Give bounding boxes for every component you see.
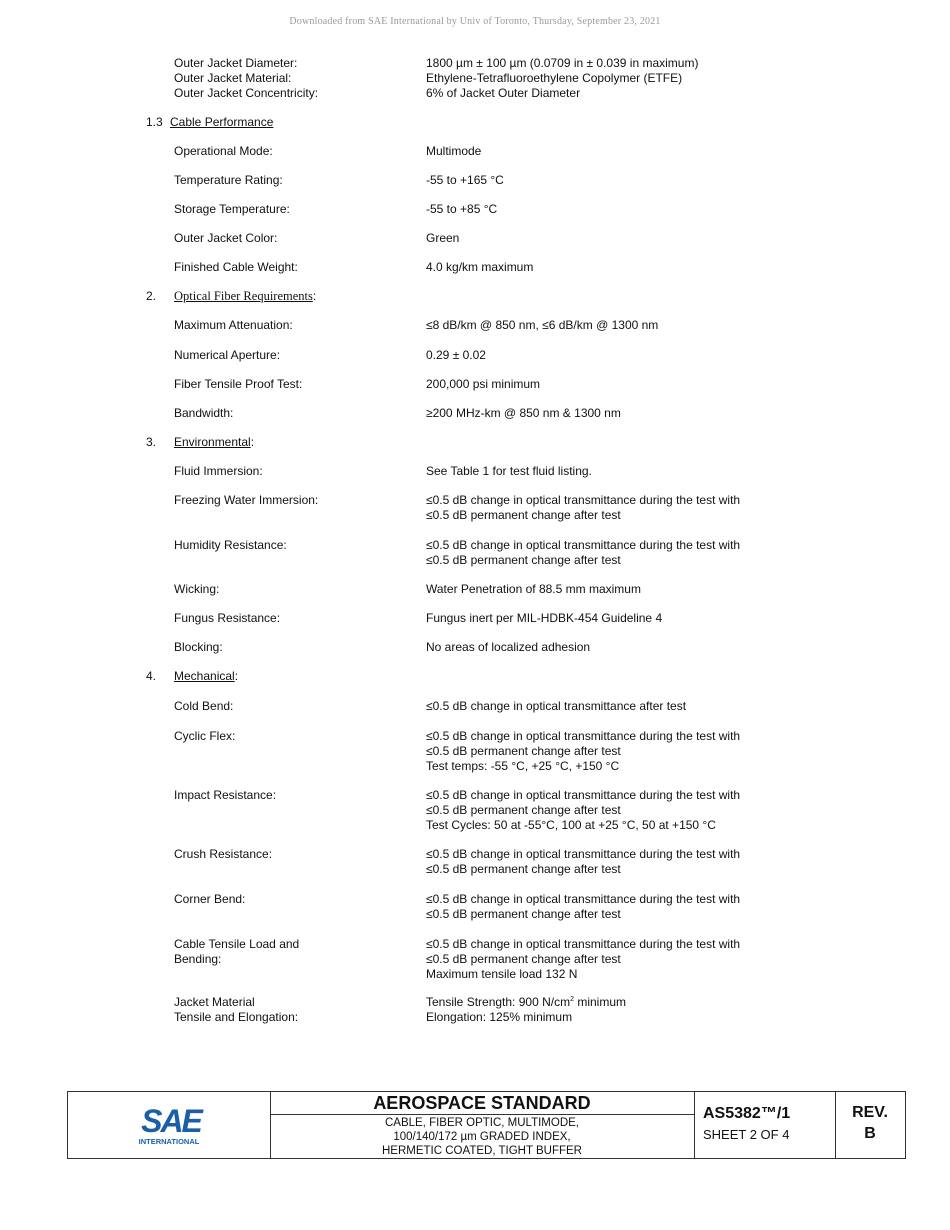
spec-value: Water Penetration of 88.5 mm maximum — [426, 582, 641, 596]
spec-label: Finished Cable Weight: — [174, 260, 298, 274]
spec-value: ≤8 dB/km @ 850 nm, ≤6 dB/km @ 1300 nm — [426, 318, 659, 332]
spec-value-line: Test Cycles: 50 at -55°C, 100 at +25 °C, 50 at +150 °C — [426, 818, 716, 832]
spec-label: Outer Jacket Concentricity: — [174, 86, 319, 100]
superscript: 2 — [570, 996, 574, 1003]
spec-value-line: ≤0.5 dB permanent change after test — [426, 803, 621, 817]
spec-label: Temperature Rating: — [174, 173, 283, 187]
revision-label: REV. — [852, 1104, 888, 1121]
spec-row-numerical-aperture — [0, 348, 950, 363]
tensile-strength-suffix: minimum — [573, 995, 626, 1009]
spec-label: Humidity Resistance: — [174, 538, 287, 552]
logo-text: SAE — [141, 1103, 201, 1139]
spec-value: 1800 µm ± 100 µm (0.0709 in ± 0.039 in maximum) — [426, 56, 699, 70]
spec-value-line: ≤0.5 dB permanent change after test — [426, 744, 621, 758]
spec-value: Ethylene-Tetrafluoroethylene Copolymer (ETFE) — [426, 71, 683, 85]
spec-value: 200,000 psi minimum — [426, 377, 541, 391]
spec-row-freezing-water-immersion — [0, 493, 950, 523]
spec-value-line: ≤0.5 dB permanent change after test — [426, 862, 621, 876]
spec-value: Green — [426, 231, 460, 245]
spec-label: Outer Jacket Color: — [174, 231, 278, 245]
spec-value-line: ≤0.5 dB permanent change after test — [426, 907, 621, 921]
section-number: 4. — [146, 669, 157, 683]
sheet-number: SHEET 2 OF 4 — [703, 1127, 790, 1142]
spec-label: Wicking: — [174, 582, 220, 596]
sae-logo-icon — [136, 1102, 206, 1148]
spec-row-jacket-material-tensile — [0, 995, 950, 1025]
standard-heading: AEROSPACE STANDARD — [270, 1092, 694, 1115]
spec-value: Fungus inert per MIL-HDBK-454 Guideline 4 — [426, 611, 663, 625]
section-title: Optical Fiber Requirements — [174, 289, 313, 303]
section-heading-optical-fiber — [0, 289, 950, 304]
title-cell — [270, 1092, 695, 1158]
spec-value: -55 to +85 °C — [426, 202, 498, 216]
spec-label: Cyclic Flex: — [174, 729, 236, 743]
spec-value: ≥200 MHz-km @ 850 nm & 1300 nm — [426, 406, 621, 420]
spec-value-line: ≤0.5 dB permanent change after test — [426, 952, 621, 966]
document-body — [0, 56, 950, 1025]
spec-label-line: Jacket Material — [174, 995, 255, 1009]
description-line: 100/140/172 µm GRADED INDEX, — [393, 1131, 571, 1143]
section-number: 2. — [146, 289, 157, 303]
spec-value: -55 to +165 °C — [426, 173, 504, 187]
spec-label: Maximum Attenuation: — [174, 318, 293, 332]
section-heading-environmental — [0, 435, 950, 450]
spec-row-fluid-immersion — [0, 464, 950, 479]
spec-value-line: ≤0.5 dB change in optical transmittance during the test with — [426, 788, 741, 802]
document-number: AS5382™/1 — [703, 1105, 791, 1122]
spec-label: Impact Resistance: — [174, 788, 277, 802]
spec-label: Outer Jacket Material: — [174, 71, 292, 85]
spec-label: Fiber Tensile Proof Test: — [174, 377, 303, 391]
spec-value: 0.29 ± 0.02 — [426, 348, 486, 362]
spec-row-operational-mode — [0, 144, 950, 159]
spec-value: 4.0 kg/km maximum — [426, 260, 534, 274]
spec-label: Bandwidth: — [174, 406, 234, 420]
spec-value-line: ≤0.5 dB change in optical transmittance during the test with — [426, 937, 741, 951]
spec-row-wicking — [0, 582, 950, 597]
section-heading-mechanical — [0, 669, 950, 684]
logo-subtext: INTERNATIONAL — [138, 1137, 200, 1146]
spec-label-line: Cable Tensile Load and — [174, 937, 300, 951]
spec-row-cyclic-flex — [0, 729, 950, 774]
section-title-suffix: : — [250, 435, 255, 449]
spec-label: Cold Bend: — [174, 699, 234, 713]
section-title-suffix: : — [312, 289, 317, 303]
spec-value: Multimode — [426, 144, 482, 158]
logo-cell — [68, 1092, 271, 1158]
spec-row-outer-jacket-material — [0, 71, 950, 86]
spec-label-line: Tensile and Elongation: — [174, 1010, 299, 1024]
spec-row-crush-resistance — [0, 847, 950, 877]
spec-row-impact-resistance — [0, 788, 950, 833]
spec-value-line: ≤0.5 dB change in optical transmittance during the test with — [426, 729, 741, 743]
title-block — [67, 1091, 906, 1159]
section-title: Mechanical — [174, 669, 235, 683]
spec-value-line: Test temps: -55 °C, +25 °C, +150 °C — [426, 759, 620, 773]
spec-row-bandwidth — [0, 406, 950, 421]
description-line: HERMETIC COATED, TIGHT BUFFER — [382, 1145, 582, 1157]
document-number-cell — [694, 1092, 836, 1158]
spec-label: Numerical Aperture: — [174, 348, 281, 362]
section-title: Cable Performance — [170, 115, 274, 129]
section-title: Environmental — [174, 435, 251, 449]
spec-row-outer-jacket-color — [0, 231, 950, 246]
spec-label: Operational Mode: — [174, 144, 273, 158]
spec-value: 6% of Jacket Outer Diameter — [426, 86, 581, 100]
spec-label: Freezing Water Immersion: — [174, 493, 319, 507]
spec-row-blocking — [0, 640, 950, 655]
spec-label-line: Bending: — [174, 952, 222, 966]
spec-row-maximum-attenuation — [0, 318, 950, 333]
spec-value-line: ≤0.5 dB change in optical transmittance during the test with — [426, 847, 741, 861]
spec-label: Storage Temperature: — [174, 202, 290, 216]
spec-row-fungus-resistance — [0, 611, 950, 626]
spec-value-line: ≤0.5 dB permanent change after test — [426, 508, 621, 522]
spec-row-cable-tensile-load — [0, 937, 950, 982]
section-title-suffix: : — [234, 669, 239, 683]
spec-value-line: ≤0.5 dB change in optical transmittance during the test with — [426, 493, 741, 507]
tensile-strength-text: Tensile Strength: 900 N/cm — [426, 995, 571, 1009]
spec-row-cold-bend — [0, 699, 950, 714]
spec-value-line: ≤0.5 dB permanent change after test — [426, 553, 621, 567]
spec-row-outer-jacket-concentricity — [0, 86, 950, 101]
spec-value-line: Maximum tensile load 132 N — [426, 967, 578, 981]
spec-value-line: Elongation: 125% minimum — [426, 1010, 573, 1024]
spec-label: Fungus Resistance: — [174, 611, 281, 625]
spec-label: Blocking: — [174, 640, 223, 654]
document-description — [270, 1115, 694, 1158]
spec-row-temperature-rating — [0, 173, 950, 188]
section-number: 1.3 — [146, 115, 163, 129]
spec-row-finished-cable-weight — [0, 260, 950, 275]
spec-value-line: ≤0.5 dB change in optical transmittance during the test with — [426, 538, 741, 552]
spec-row-corner-bend — [0, 892, 950, 922]
section-number: 3. — [146, 435, 157, 449]
spec-value: See Table 1 for test fluid listing. — [426, 464, 592, 478]
description-line: CABLE, FIBER OPTIC, MULTIMODE, — [384, 1117, 580, 1129]
spec-value: ≤0.5 dB change in optical transmittance after test — [426, 699, 687, 713]
spec-row-humidity-resistance — [0, 538, 950, 568]
spec-value: No areas of localized adhesion — [426, 640, 591, 654]
download-note: Downloaded from SAE International by Univ of Toronto, Thursday, September 23, 2021 — [289, 16, 661, 27]
spec-row-storage-temperature — [0, 202, 950, 217]
spec-row-outer-jacket-diameter — [0, 56, 950, 71]
spec-value-line: ≤0.5 dB change in optical transmittance during the test with — [426, 892, 741, 906]
spec-label: Crush Resistance: — [174, 847, 273, 861]
section-heading-cable-performance — [0, 115, 950, 130]
spec-row-fiber-tensile-proof-test — [0, 377, 950, 392]
spec-label: Corner Bend: — [174, 892, 246, 906]
spec-label: Fluid Immersion: — [174, 464, 263, 478]
revision-cell — [835, 1092, 905, 1158]
spec-label: Outer Jacket Diameter: — [174, 56, 298, 70]
revision-value: B — [864, 1125, 876, 1142]
